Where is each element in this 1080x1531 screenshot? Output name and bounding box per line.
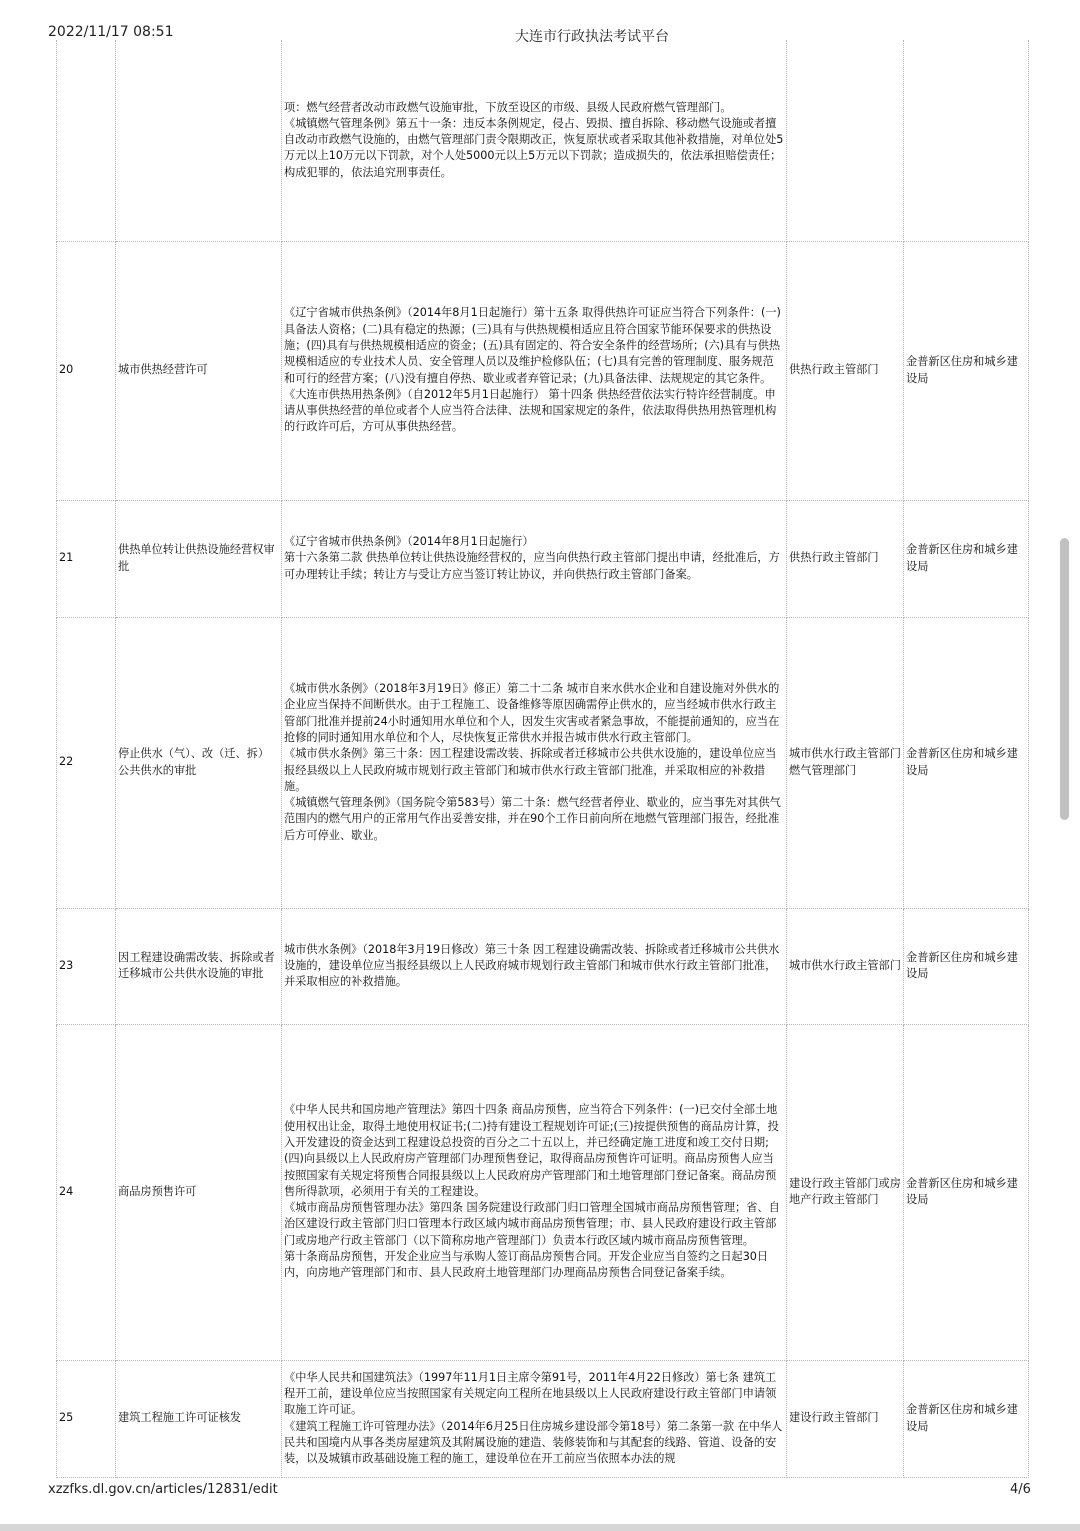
item-name: 供热单位转让供热设施经营权审批 (116, 500, 282, 617)
basis-paragraph: 第十六条第二款 供热单位转让供热设施经营权的，应当向供热行政主管部门提出申请，经批准后，方可办理转让手续；转让方与受让方应当签订转让协议，并向供热行政主管部门备案。 (284, 551, 780, 581)
table-row (57, 500, 1029, 617)
row-number: 22 (57, 617, 116, 908)
item-name: 停止供水（气）、改（迁、拆）公共供水的审批 (116, 617, 282, 908)
competent-department: 城市供水行政主管部门燃气管理部门 (787, 617, 904, 908)
competent-department: 城市供水行政主管部门 (787, 908, 904, 1024)
basis-paragraph: 《大连市供热用热条例》（自2012年5月1日起施行） 第十四条 供热经营依法实行特许经营制度。申请从事供热经营的单位或者个人应当符合法律、法规和国家规定的条件，依法取得供热用热管理机构的行政许可后，方可从事供热经营。 (284, 387, 777, 434)
row-number (57, 40, 116, 241)
permits-table (56, 40, 1029, 1478)
competent-department: 供热行政主管部门 (787, 241, 904, 500)
legal-basis (282, 241, 787, 500)
row-number: 23 (57, 908, 116, 1024)
basis-paragraph: 《中华人民共和国建筑法》（1997年11月1日主席令第91号，2011年4月22日修改）第七条 建筑工程开工前，建设单位应当按照国家有关规定向工程所在地县级以上人民政府建设行政主管部门申请领取施工许可证。 (284, 1370, 777, 1417)
table-row (57, 40, 1029, 241)
basis-paragraph: 《辽宁省城市供热条例》（2014年8月1日起施行） (284, 535, 534, 549)
implementing-unit: 金普新区住房和城乡建设局 (904, 617, 1029, 908)
print-datetime: 2022/11/17 08:51 (48, 24, 174, 40)
row-number: 24 (57, 1024, 116, 1360)
row-number: 21 (57, 500, 116, 617)
legal-basis (282, 500, 787, 617)
legal-basis (282, 1360, 787, 1477)
page-url: xzzfks.dl.gov.cn/articles/12831/edit (48, 1482, 278, 1497)
item-name: 建筑工程施工许可证核发 (116, 1360, 282, 1477)
legal-basis (282, 908, 787, 1024)
basis-paragraph: 城市供水条例》（2018年3月19日修改）第三十条 因工程建设确需改装、拆除或者迁移城市公共供水设施的，建设单位应当报经县级以上人民政府城市规划行政主管部门和城市供水行政主管部门批准，并采取相应的补救措施。 (284, 942, 780, 989)
table-row (57, 617, 1029, 908)
implementing-unit: 金普新区住房和城乡建设局 (904, 1024, 1029, 1360)
implementing-unit: 金普新区住房和城乡建设局 (904, 1360, 1029, 1477)
competent-department: 供热行政主管部门 (787, 500, 904, 617)
competent-department: 建设行政主管部门 (787, 1360, 904, 1477)
implementing-unit: 金普新区住房和城乡建设局 (904, 908, 1029, 1024)
row-number: 20 (57, 241, 116, 500)
item-name: 城市供热经营许可 (116, 241, 282, 500)
basis-paragraph: 第十条商品房预售，开发企业应当与承购人签订商品房预售合同。开发企业应当自签约之日起30日内，向房地产管理部门和市、县人民政府土地管理部门办理商品房预售合同登记备案手续。 (284, 1250, 769, 1280)
vertical-scrollbar[interactable] (1060, 538, 1069, 820)
implementing-unit (904, 40, 1029, 241)
page-number: 4/6 (1010, 1482, 1031, 1497)
competent-department (787, 40, 904, 241)
item-name: 因工程建设确需改装、拆除或者迁移城市公共供水设施的审批 (116, 908, 282, 1024)
horizontal-scrollbar-track (0, 1524, 1080, 1531)
basis-paragraph: 《城市供水条例》（2018年3月19日》修正）第二十二条 城市自来水供水企业和自建设施对外供水的企业应当保持不间断供水。由于工程施工、设备维修等原因确需停止供水的，应当经城市供水行政主管部门批准并提前24小时通知用水单位和个人，因发生灾害或者紧急事故，不能提前通知的，应当在抢修的同时通知用水单位和个人，尽快恢复正常供水并报告城市供水行政主管部门。 (284, 682, 780, 744)
basis-paragraph: 《城市商品房预售管理办法》第四条 国务院建设行政部门归口管理全国城市商品房预售管理；省、自治区建设行政主管部门归口管理本行政区域内城市商品房预售管理；市、县人民政府建设行政主管部门或房地产行政主管部门（以下简称房地产管理部门）负责本行政区域内城市商品房预售管理。 (284, 1201, 780, 1247)
legal-basis (282, 1024, 787, 1360)
basis-paragraph: 《城镇燃气管理条例》第五十一条：违反本条例规定，侵占、毁损、擅自拆除、移动燃气设施或者擅自改动市政燃气设施的，由燃气管理部门责令限期改正，恢复原状或者采取其他补救措施，对单位处5万元以上10万元以下罚款，对个人处5000元以上5万元以下罚款；造成损失的，依法承担赔偿责任；构成犯罪的，依法追究刑事责任。 (284, 116, 784, 179)
page-title: 大连市行政执法考试平台 (515, 29, 669, 45)
table-row (57, 1360, 1029, 1477)
item-name: 商品房预售许可 (116, 1024, 282, 1360)
legal-basis (282, 40, 787, 241)
table-row (57, 908, 1029, 1024)
basis-paragraph: 《中华人民共和国房地产管理法》第四十四条 商品房预售，应当符合下列条件：(一)已交付全部土地使用权出让金，取得土地使用权证书;(二)持有建设工程规划许可证;(三)按提供预售的商品房计算，投入开发建设的资金达到工程建设总投资的百分之二十五以上，并已经确定施工进度和竣工交付日期;(四)向县级以上人民政府房产管理部门办理预售登记，取得商品房预售许可证明。商品房预售人应当按照国家有关规定将预售合同报县级以上人民政府房产管理部门和土地管理部门登记备案。商品房预售所得款项，必须用于有关的工程建设。 (284, 1103, 779, 1198)
row-number: 25 (57, 1360, 116, 1477)
legal-basis (282, 617, 787, 908)
implementing-unit: 金普新区住房和城乡建设局 (904, 241, 1029, 500)
basis-paragraph: 《辽宁省城市供热条例》（2014年8月1日起施行）第十五条 取得供热许可证应当符合下列条件：(一)具备法人资格；(二)具有稳定的热源；(三)具有与供热规模相适应且符合国家节能环保要求的供热设施；(四)具有与供热规模相适应的资金；(五)具有固定的、符合安全条件的经营场所；(六)具有与供热规模相适应的专业技术人员、安全管理人员以及维护检修队伍；(七)具有完善的管理制度、服务规范和可行的经营方案；(八)没有擅自停热、歇业或者弃管记录；(九)具备法律、法规规定的其它条件。 (284, 306, 781, 385)
basis-paragraph: 《城市供水条例》第三十条：因工程建设需改装、拆除或者迁移城市公共供水设施的，建设单位应当报经县级以上人民政府城市规划行政主管部门和城市供水行政主管部门批准，并采取相应的补救措施。 (284, 747, 777, 793)
basis-paragraph: 《城镇燃气管理条例》（国务院令第583号）第二十条：燃气经营者停业、歇业的，应当事先对其供气范围内的燃气用户的正常用气作出妥善安排，并在90个工作日前向所在地燃气管理部门报告，经批准后方可停业、歇业。 (284, 796, 781, 842)
basis-paragraph: 《建筑工程施工许可管理办法》（2014年6月25日住房城乡建设部令第18号）第二条第一款 在中华人民共和国境内从事各类房屋建筑及其附属设施的建造、装修装饰和与其配套的线路、管道、设备的安装，以及城镇市政基础设施工程的施工，建设单位在开工前应当依照本办法的规 (284, 1419, 783, 1466)
table-row (57, 1024, 1029, 1360)
basis-paragraph: 项：燃气经营者改动市政燃气设施审批，下放至设区的市级、县级人民政府燃气管理部门。 (284, 100, 732, 114)
implementing-unit: 金普新区住房和城乡建设局 (904, 500, 1029, 617)
competent-department: 建设行政主管部门或房地产行政主管部门 (787, 1024, 904, 1360)
item-name (116, 40, 282, 241)
table-row (57, 241, 1029, 500)
